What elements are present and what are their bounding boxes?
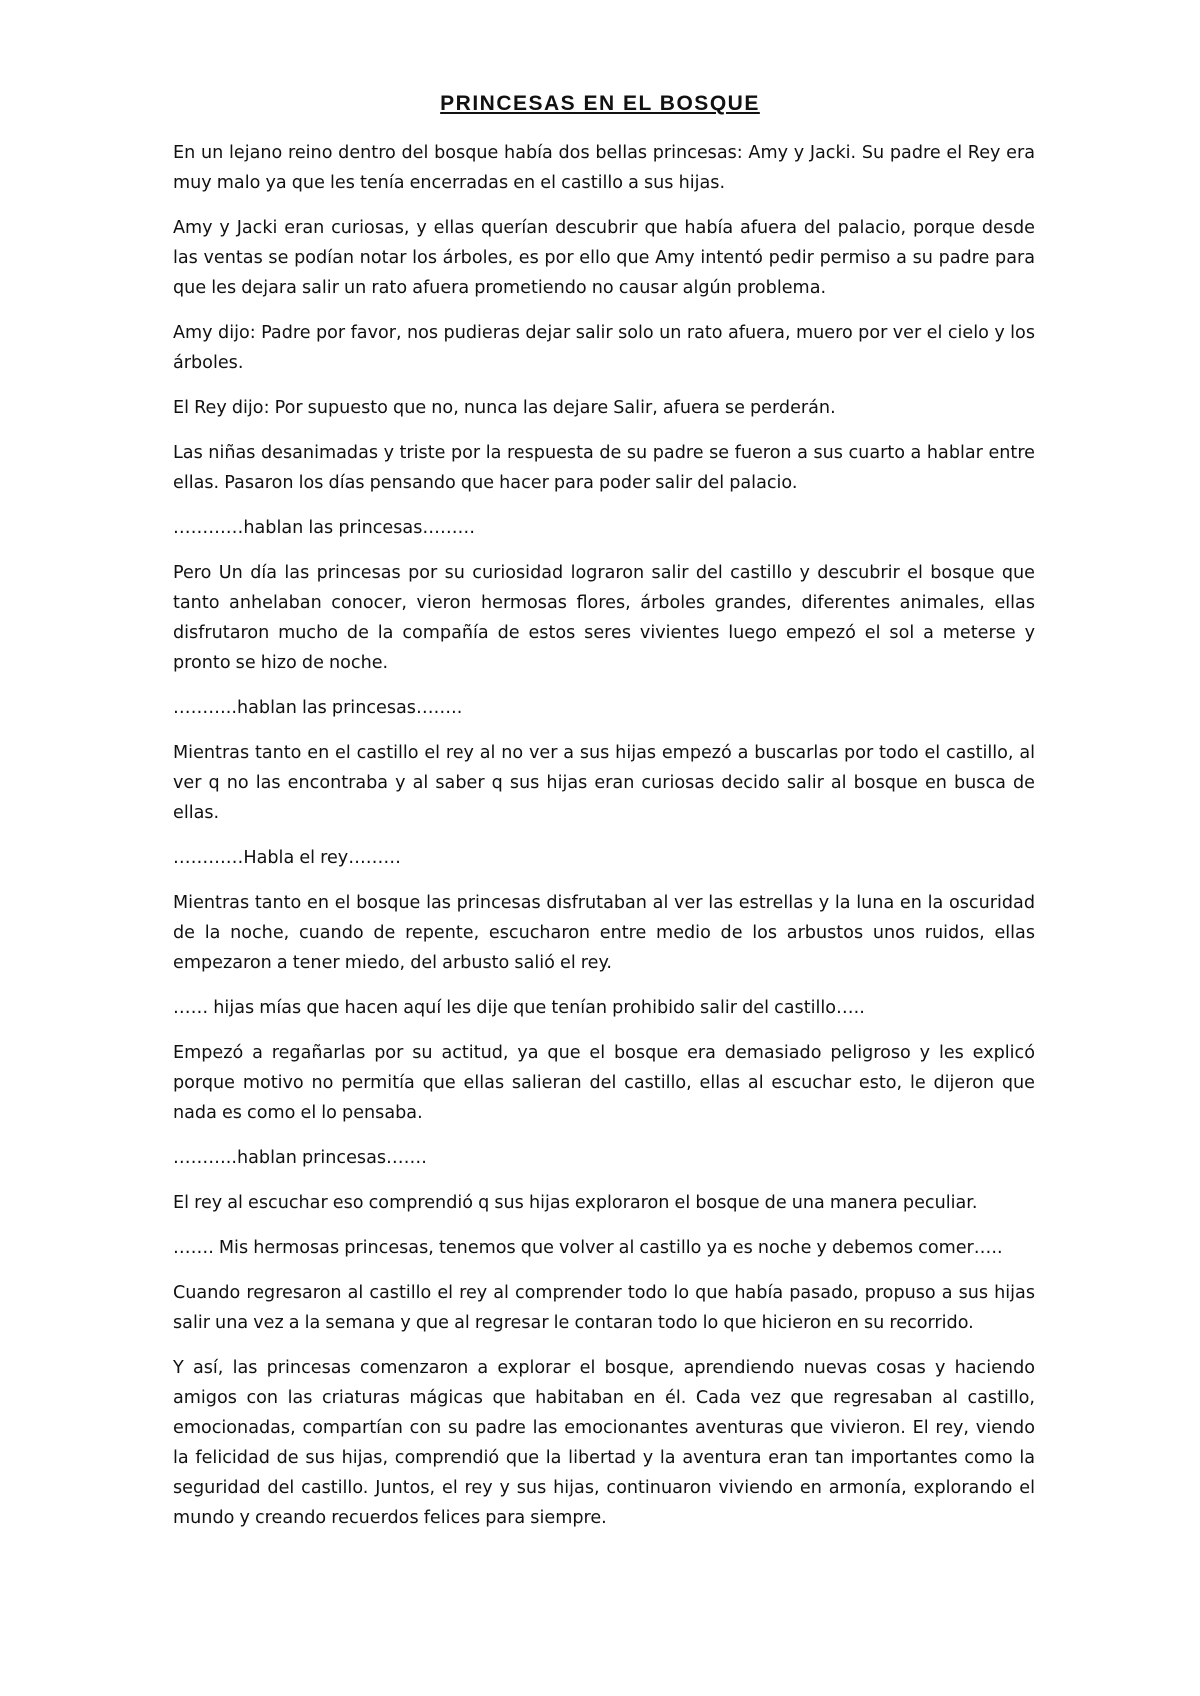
- paragraph-4: El Rey dijo: Por supuesto que no, nunca las dejare Salir, afuera se perderán.: [173, 398, 836, 418]
- paragraph-11: Cuando regresaron al castillo el rey al comprender todo lo que había pasado, propuso a sus hijas salir una vez a la semana y que al regresar le contaran todo lo que hicieron en su recorrido.: [173, 1283, 1035, 1333]
- dialogue-cue-2: ………..hablan las princesas……..: [173, 698, 463, 718]
- dialogue-cue-1: …………hablan las princesas………: [173, 518, 476, 538]
- paragraph-6: Pero Un día las princesas por su curiosidad lograron salir del castillo y descubrir el bosque que tanto anhelaban conocer, vieron hermosas flores, árboles grandes, diferentes animales, ellas disfrutaron mucho de la compañía de estos seres vivientes luego empezó el sol a meterse y pronto se hizo de noche.: [173, 563, 1035, 673]
- dialogue-cue-3: …………Habla el rey………: [173, 848, 401, 868]
- document-title: PRINCESAS EN EL BOSQUE: [440, 92, 760, 115]
- dialogue-line-1: …… hijas mías que hacen aquí les dije que tenían prohibido salir del castillo…..: [173, 998, 865, 1018]
- paragraph-9: Empezó a regañarlas por su actitud, ya que el bosque era demasiado peligroso y les explicó porque motivo no permitía que ellas salieran del castillo, ellas al escuchar esto, le dijeron que nada es como el lo pensaba.: [173, 1043, 1035, 1123]
- paragraph-2: Amy y Jacki eran curiosas, y ellas querían descubrir que había afuera del palacio, porque desde las ventas se podían notar los árboles, es por ello que Amy intentó pedir permiso a su padre para que les dejara salir un rato afuera prometiendo no causar algún problema.: [173, 218, 1035, 298]
- paragraph-5: Las niñas desanimadas y triste por la respuesta de su padre se fueron a sus cuarto a hablar entre ellas. Pasaron los días pensando que hacer para poder salir del palacio.: [173, 443, 1035, 493]
- paragraph-12: Y así, las princesas comenzaron a explorar el bosque, aprendiendo nuevas cosas y haciendo amigos con las criaturas mágicas que habitaban en él. Cada vez que regresaban al castillo, emocionadas, compartían con su padre las emocionantes aventuras que vivieron. El rey, viendo la felicidad de sus hijas, comprendió que la libertad y la aventura eran tan importantes como la seguridad del castillo. Juntos, el rey y sus hijas, continuaron viviendo en armonía, explorando el mundo y creando recuerdos felices para siempre.: [173, 1358, 1035, 1528]
- document-body: [173, 138, 1035, 1548]
- paragraph-1: En un lejano reino dentro del bosque había dos bellas princesas: Amy y Jacki. Su padre el Rey era muy malo ya que les tenía encerradas en el castillo a sus hijas.: [173, 143, 1035, 193]
- paragraph-8: Mientras tanto en el bosque las princesas disfrutaban al ver las estrellas y la luna en la oscuridad de la noche, cuando de repente, escucharon entre medio de los arbustos unos ruidos, ellas empezaron a tener miedo, del arbusto salió el rey.: [173, 893, 1035, 973]
- paragraph-7: Mientras tanto en el castillo el rey al no ver a sus hijas empezó a buscarlas por todo el castillo, al ver q no las encontraba y al saber q sus hijas eran curiosas decido salir al bosque en busca de ellas.: [173, 743, 1035, 823]
- paragraph-3: Amy dijo: Padre por favor, nos pudieras dejar salir solo un rato afuera, muero por ver el cielo y los árboles.: [173, 323, 1035, 373]
- dialogue-cue-4: ………..hablan princesas…….: [173, 1148, 427, 1168]
- paragraph-10: El rey al escuchar eso comprendió q sus hijas exploraron el bosque de una manera peculiar.: [173, 1193, 978, 1213]
- dialogue-line-2: ……. Mis hermosas princesas, tenemos que volver al castillo ya es noche y debemos comer…..: [173, 1238, 1003, 1258]
